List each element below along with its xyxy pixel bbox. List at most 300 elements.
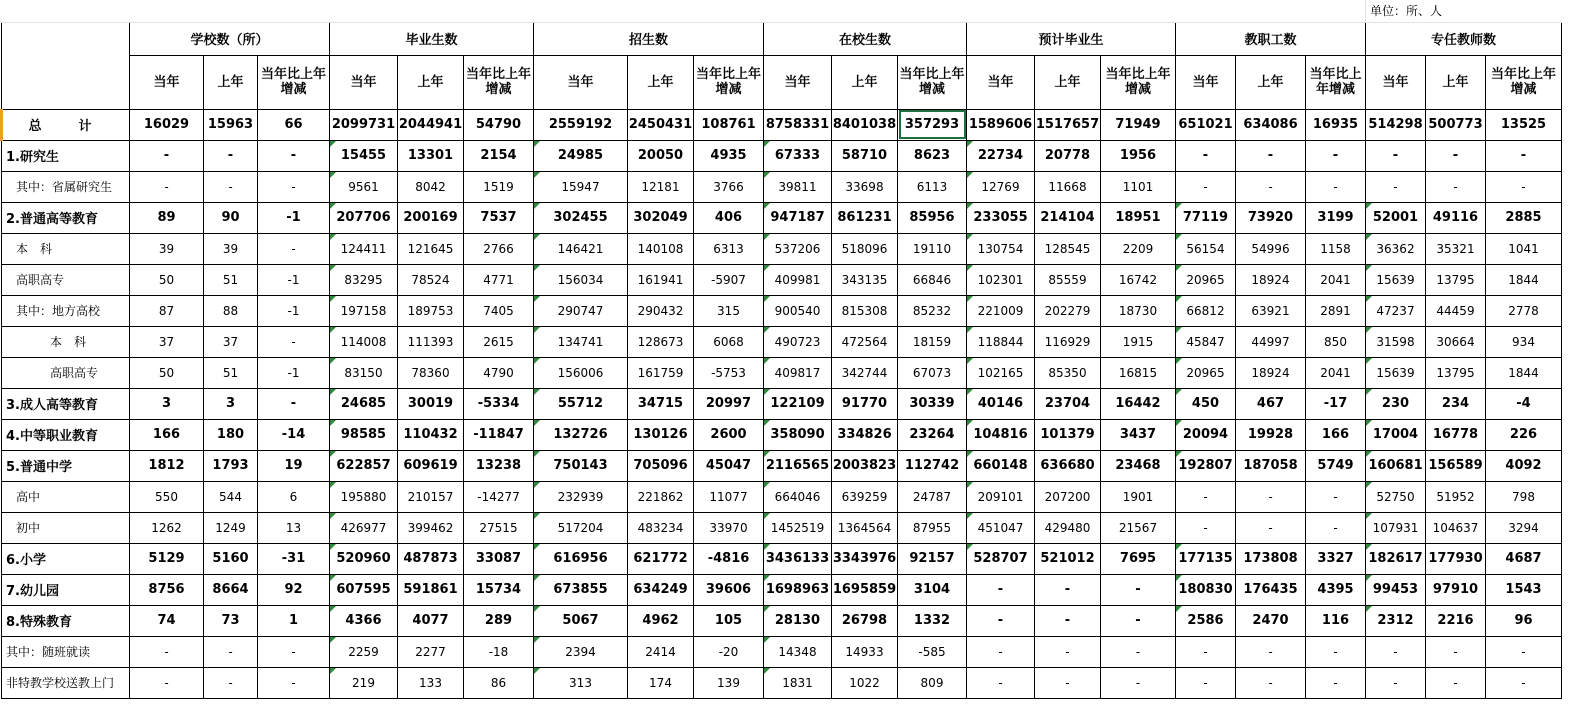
data-cell[interactable]: 2615 — [464, 326, 534, 357]
data-cell[interactable]: 30019 — [398, 388, 464, 419]
data-cell[interactable]: 2559192 — [534, 109, 628, 140]
data-cell[interactable]: - — [1236, 140, 1306, 171]
data-cell[interactable]: 3199 — [1306, 202, 1366, 233]
row-label[interactable]: 其中：随班就读 — [2, 636, 130, 667]
data-cell[interactable]: 233055 — [967, 202, 1035, 233]
data-cell[interactable]: 102165 — [967, 357, 1035, 388]
data-cell[interactable]: 31598 — [1366, 326, 1426, 357]
data-cell[interactable]: - — [1306, 481, 1366, 512]
data-cell[interactable]: 673855 — [534, 574, 628, 605]
data-cell[interactable]: 1022 — [832, 667, 898, 698]
row-label[interactable]: 高职高专 — [2, 264, 130, 295]
data-cell[interactable]: - — [258, 326, 330, 357]
data-cell[interactable]: - — [1176, 512, 1236, 543]
data-cell[interactable]: 7537 — [464, 202, 534, 233]
data-cell[interactable]: 26798 — [832, 605, 898, 636]
data-cell[interactable]: 11668 — [1035, 171, 1101, 202]
data-cell[interactable]: - — [204, 140, 258, 171]
data-cell[interactable]: 15734 — [464, 574, 534, 605]
data-cell[interactable]: 490723 — [764, 326, 832, 357]
data-cell[interactable]: 2277 — [398, 636, 464, 667]
data-cell[interactable]: 622857 — [330, 450, 398, 481]
data-cell[interactable]: 102301 — [967, 264, 1035, 295]
data-cell[interactable]: 180 — [204, 419, 258, 450]
data-cell[interactable]: 83150 — [330, 357, 398, 388]
data-cell[interactable]: 17004 — [1366, 419, 1426, 450]
data-cell[interactable]: - — [1486, 140, 1562, 171]
data-cell[interactable]: 86 — [464, 667, 534, 698]
data-cell[interactable]: 12769 — [967, 171, 1035, 202]
data-cell[interactable]: 13301 — [398, 140, 464, 171]
data-cell[interactable]: -4816 — [694, 543, 764, 574]
data-cell[interactable]: 1589606 — [967, 109, 1035, 140]
sub-header[interactable]: 上年 — [628, 55, 694, 109]
data-cell[interactable]: 450 — [1176, 388, 1236, 419]
data-cell[interactable]: 18159 — [898, 326, 967, 357]
data-cell[interactable]: 520960 — [330, 543, 398, 574]
data-cell[interactable]: 1831 — [764, 667, 832, 698]
data-cell[interactable]: 219 — [330, 667, 398, 698]
data-cell[interactable]: 2259 — [330, 636, 398, 667]
data-cell[interactable]: 122109 — [764, 388, 832, 419]
data-cell[interactable]: 483234 — [628, 512, 694, 543]
data-cell[interactable]: 22734 — [967, 140, 1035, 171]
data-cell[interactable]: - — [1486, 636, 1562, 667]
data-cell[interactable]: 52750 — [1366, 481, 1426, 512]
data-cell[interactable]: 139 — [694, 667, 764, 698]
data-cell[interactable]: 33970 — [694, 512, 764, 543]
data-cell[interactable]: 487873 — [398, 543, 464, 574]
data-cell[interactable]: 4687 — [1486, 543, 1562, 574]
data-cell[interactable]: 639259 — [832, 481, 898, 512]
sub-header[interactable]: 当年 — [1176, 55, 1236, 109]
data-cell[interactable]: 517204 — [534, 512, 628, 543]
data-cell[interactable]: 166 — [130, 419, 204, 450]
data-cell[interactable]: 39 — [204, 233, 258, 264]
data-cell[interactable]: 91770 — [832, 388, 898, 419]
data-cell[interactable]: 4935 — [694, 140, 764, 171]
data-cell[interactable]: 636680 — [1035, 450, 1101, 481]
data-cell[interactable]: 3 — [204, 388, 258, 419]
data-cell[interactable]: 19928 — [1236, 419, 1306, 450]
data-cell[interactable]: 20997 — [694, 388, 764, 419]
data-cell[interactable]: 4077 — [398, 605, 464, 636]
data-cell[interactable]: - — [258, 636, 330, 667]
data-cell[interactable]: 161759 — [628, 357, 694, 388]
data-cell[interactable]: 21567 — [1101, 512, 1176, 543]
data-cell[interactable]: 104637 — [1426, 512, 1486, 543]
data-cell[interactable]: 14348 — [764, 636, 832, 667]
data-cell[interactable]: - — [1035, 636, 1101, 667]
data-cell[interactable]: - — [1426, 140, 1486, 171]
data-cell[interactable]: 651021 — [1176, 109, 1236, 140]
data-cell[interactable]: 73920 — [1236, 202, 1306, 233]
data-cell[interactable]: - — [1306, 636, 1366, 667]
data-cell[interactable]: 406 — [694, 202, 764, 233]
data-cell[interactable]: 2209 — [1101, 233, 1176, 264]
data-cell[interactable]: 116 — [1306, 605, 1366, 636]
data-cell[interactable]: 2154 — [464, 140, 534, 171]
data-cell[interactable]: 289 — [464, 605, 534, 636]
data-cell[interactable]: 37 — [204, 326, 258, 357]
data-cell[interactable]: - — [1035, 667, 1101, 698]
data-cell[interactable]: 3436133 — [764, 543, 832, 574]
data-cell[interactable]: 18730 — [1101, 295, 1176, 326]
data-cell[interactable]: 1364564 — [832, 512, 898, 543]
data-cell[interactable]: 85956 — [898, 202, 967, 233]
data-cell[interactable]: 30664 — [1426, 326, 1486, 357]
data-cell[interactable]: 467 — [1236, 388, 1306, 419]
data-cell[interactable]: 174 — [628, 667, 694, 698]
data-cell[interactable]: 3327 — [1306, 543, 1366, 574]
corner-header-cell[interactable] — [2, 22, 130, 109]
row-label[interactable]: 5.普通中学 — [2, 450, 130, 481]
data-cell[interactable]: 6068 — [694, 326, 764, 357]
data-cell[interactable]: 5749 — [1306, 450, 1366, 481]
data-cell[interactable]: 161941 — [628, 264, 694, 295]
data-cell[interactable]: 111393 — [398, 326, 464, 357]
data-cell[interactable]: 108761 — [694, 109, 764, 140]
sub-header[interactable]: 当年 — [130, 55, 204, 109]
data-cell[interactable]: 58710 — [832, 140, 898, 171]
data-cell[interactable]: 1793 — [204, 450, 258, 481]
data-cell[interactable]: - — [967, 574, 1035, 605]
data-cell[interactable]: - — [1236, 171, 1306, 202]
data-cell[interactable]: 110432 — [398, 419, 464, 450]
data-cell[interactable]: 197158 — [330, 295, 398, 326]
data-cell[interactable]: 118844 — [967, 326, 1035, 357]
data-cell[interactable]: 27515 — [464, 512, 534, 543]
sub-header[interactable]: 上年 — [1236, 55, 1306, 109]
data-cell[interactable]: 40146 — [967, 388, 1035, 419]
data-cell[interactable]: 207200 — [1035, 481, 1101, 512]
data-cell[interactable]: 207706 — [330, 202, 398, 233]
data-cell[interactable]: 8623 — [898, 140, 967, 171]
data-cell[interactable]: 3343976 — [832, 543, 898, 574]
data-cell[interactable]: 13795 — [1426, 264, 1486, 295]
data-cell[interactable]: 37 — [130, 326, 204, 357]
data-cell[interactable]: 16815 — [1101, 357, 1176, 388]
data-cell[interactable]: 182617 — [1366, 543, 1426, 574]
data-cell[interactable]: 8664 — [204, 574, 258, 605]
data-cell[interactable]: 23264 — [898, 419, 967, 450]
data-cell[interactable]: 54790 — [464, 109, 534, 140]
data-cell[interactable]: 13795 — [1426, 357, 1486, 388]
data-cell[interactable]: 104816 — [967, 419, 1035, 450]
data-cell[interactable]: 156006 — [534, 357, 628, 388]
data-cell[interactable]: -31 — [258, 543, 330, 574]
data-cell[interactable]: 429480 — [1035, 512, 1101, 543]
data-cell[interactable]: 621772 — [628, 543, 694, 574]
data-cell[interactable]: 426977 — [330, 512, 398, 543]
data-cell[interactable]: 18924 — [1236, 357, 1306, 388]
data-cell[interactable]: -4 — [1486, 388, 1562, 419]
data-cell[interactable]: 180830 — [1176, 574, 1236, 605]
sub-header[interactable]: 当年 — [967, 55, 1035, 109]
data-cell[interactable]: - — [1486, 171, 1562, 202]
data-cell[interactable]: 130754 — [967, 233, 1035, 264]
data-cell[interactable]: 4771 — [464, 264, 534, 295]
data-cell[interactable]: - — [1366, 667, 1426, 698]
data-cell[interactable]: -14277 — [464, 481, 534, 512]
data-cell[interactable]: -1 — [258, 357, 330, 388]
data-cell[interactable]: 34715 — [628, 388, 694, 419]
data-cell[interactable]: 85559 — [1035, 264, 1101, 295]
data-cell[interactable]: 2044941 — [398, 109, 464, 140]
data-cell[interactable]: - — [1306, 140, 1366, 171]
data-cell[interactable]: - — [258, 233, 330, 264]
sub-header[interactable]: 当年 — [764, 55, 832, 109]
data-cell[interactable]: 861231 — [832, 202, 898, 233]
data-cell[interactable]: 88 — [204, 295, 258, 326]
data-cell[interactable]: 521012 — [1035, 543, 1101, 574]
data-cell[interactable]: 7405 — [464, 295, 534, 326]
data-cell[interactable]: 128545 — [1035, 233, 1101, 264]
sub-header[interactable]: 上年 — [204, 55, 258, 109]
data-cell[interactable]: 1695859 — [832, 574, 898, 605]
data-cell[interactable]: 19 — [258, 450, 330, 481]
data-cell[interactable]: 1 — [258, 605, 330, 636]
sub-header[interactable]: 当年比上年增减 — [464, 55, 534, 109]
data-cell[interactable]: 74 — [130, 605, 204, 636]
data-cell[interactable]: - — [1306, 667, 1366, 698]
data-cell[interactable]: 290747 — [534, 295, 628, 326]
data-cell[interactable]: 302455 — [534, 202, 628, 233]
data-cell[interactable]: -1 — [258, 264, 330, 295]
data-cell[interactable]: 1041 — [1486, 233, 1562, 264]
data-cell[interactable]: 140108 — [628, 233, 694, 264]
data-cell[interactable]: 1517657 — [1035, 109, 1101, 140]
row-label[interactable]: 4.中等职业教育 — [2, 419, 130, 450]
data-cell[interactable]: 195880 — [330, 481, 398, 512]
data-cell[interactable]: 342744 — [832, 357, 898, 388]
data-cell[interactable]: 518096 — [832, 233, 898, 264]
data-cell[interactable]: - — [1035, 574, 1101, 605]
data-cell[interactable]: 607595 — [330, 574, 398, 605]
data-cell[interactable]: 3294 — [1486, 512, 1562, 543]
data-cell[interactable]: -11847 — [464, 419, 534, 450]
data-cell[interactable]: 1812 — [130, 450, 204, 481]
data-cell[interactable]: -5753 — [694, 357, 764, 388]
data-cell[interactable]: 358090 — [764, 419, 832, 450]
data-cell[interactable]: 166 — [1306, 419, 1366, 450]
data-cell[interactable]: 15639 — [1366, 264, 1426, 295]
data-cell[interactable]: - — [258, 388, 330, 419]
data-cell[interactable]: 1543 — [1486, 574, 1562, 605]
data-cell[interactable]: - — [1306, 171, 1366, 202]
data-cell[interactable]: 18951 — [1101, 202, 1176, 233]
sub-header[interactable]: 当年比上年增减 — [898, 55, 967, 109]
data-cell[interactable]: 146421 — [534, 233, 628, 264]
data-cell[interactable]: - — [1176, 140, 1236, 171]
sub-header[interactable]: 当年比上年增减 — [1101, 55, 1176, 109]
data-cell[interactable]: 209101 — [967, 481, 1035, 512]
data-cell[interactable]: 634249 — [628, 574, 694, 605]
data-cell[interactable]: 39606 — [694, 574, 764, 605]
data-cell[interactable]: 71949 — [1101, 109, 1176, 140]
data-cell[interactable]: - — [967, 636, 1035, 667]
data-cell[interactable]: 8758331 — [764, 109, 832, 140]
group-header[interactable]: 在校生数 — [764, 22, 967, 55]
data-cell[interactable]: 176435 — [1236, 574, 1306, 605]
data-cell[interactable]: 92157 — [898, 543, 967, 574]
data-cell[interactable]: 44997 — [1236, 326, 1306, 357]
data-cell[interactable]: 112742 — [898, 450, 967, 481]
data-cell[interactable]: 2312 — [1366, 605, 1426, 636]
data-cell[interactable]: 1249 — [204, 512, 258, 543]
data-cell[interactable]: - — [1366, 140, 1426, 171]
data-cell[interactable]: - — [130, 140, 204, 171]
data-cell[interactable]: 202279 — [1035, 295, 1101, 326]
data-cell[interactable]: 51 — [204, 357, 258, 388]
data-cell[interactable]: - — [1101, 636, 1176, 667]
data-cell[interactable]: 156034 — [534, 264, 628, 295]
data-cell[interactable]: 77119 — [1176, 202, 1236, 233]
data-cell[interactable]: 20965 — [1176, 264, 1236, 295]
data-cell[interactable]: 187058 — [1236, 450, 1306, 481]
data-cell[interactable]: -17 — [1306, 388, 1366, 419]
sub-header[interactable]: 当年比上年增减 — [694, 55, 764, 109]
data-cell[interactable]: 16029 — [130, 109, 204, 140]
data-cell[interactable]: 2470 — [1236, 605, 1306, 636]
data-cell[interactable]: 11077 — [694, 481, 764, 512]
data-cell[interactable]: 5160 — [204, 543, 258, 574]
data-cell[interactable]: 472564 — [832, 326, 898, 357]
data-cell[interactable]: 132726 — [534, 419, 628, 450]
data-cell[interactable]: 2586 — [1176, 605, 1236, 636]
data-cell[interactable]: 20094 — [1176, 419, 1236, 450]
sub-header[interactable]: 当年 — [534, 55, 628, 109]
data-cell[interactable]: 409981 — [764, 264, 832, 295]
data-cell[interactable]: 56154 — [1176, 233, 1236, 264]
data-cell[interactable]: 3437 — [1101, 419, 1176, 450]
row-label[interactable]: 其中：省属研究生 — [2, 171, 130, 202]
data-cell[interactable]: -1 — [258, 202, 330, 233]
data-cell[interactable]: 2766 — [464, 233, 534, 264]
data-cell[interactable]: - — [1176, 636, 1236, 667]
data-cell[interactable]: 221009 — [967, 295, 1035, 326]
data-cell[interactable]: 2041 — [1306, 264, 1366, 295]
data-cell[interactable]: - — [1176, 481, 1236, 512]
data-cell[interactable]: - — [130, 171, 204, 202]
data-cell[interactable]: 798 — [1486, 481, 1562, 512]
data-cell[interactable]: 2600 — [694, 419, 764, 450]
empty-cell[interactable] — [2, 0, 1366, 22]
data-cell[interactable]: 134741 — [534, 326, 628, 357]
data-cell[interactable]: 2891 — [1306, 295, 1366, 326]
data-cell[interactable]: 13 — [258, 512, 330, 543]
data-cell[interactable]: 28130 — [764, 605, 832, 636]
row-label[interactable]: 初中 — [2, 512, 130, 543]
group-header[interactable]: 专任教师数 — [1366, 22, 1562, 55]
row-label[interactable]: 总 计 — [2, 109, 130, 140]
data-cell[interactable]: 8401038 — [832, 109, 898, 140]
data-cell[interactable]: 121645 — [398, 233, 464, 264]
data-cell[interactable]: 290432 — [628, 295, 694, 326]
sub-header[interactable]: 当年 — [1366, 55, 1426, 109]
data-cell[interactable]: 2003823 — [832, 450, 898, 481]
data-cell[interactable]: 609619 — [398, 450, 464, 481]
data-cell[interactable]: - — [1236, 512, 1306, 543]
group-header[interactable]: 毕业生数 — [330, 22, 534, 55]
data-cell[interactable]: 2885 — [1486, 202, 1562, 233]
data-cell[interactable]: 8042 — [398, 171, 464, 202]
data-cell[interactable]: 54996 — [1236, 233, 1306, 264]
data-cell[interactable]: 4790 — [464, 357, 534, 388]
data-cell[interactable]: 173808 — [1236, 543, 1306, 574]
data-cell[interactable]: 116929 — [1035, 326, 1101, 357]
data-cell[interactable]: 128673 — [628, 326, 694, 357]
data-cell[interactable]: 6313 — [694, 233, 764, 264]
sub-header[interactable]: 当年 — [330, 55, 398, 109]
data-cell[interactable]: - — [204, 171, 258, 202]
data-cell[interactable]: 114008 — [330, 326, 398, 357]
data-cell[interactable]: 78360 — [398, 357, 464, 388]
data-cell[interactable]: 1332 — [898, 605, 967, 636]
data-cell[interactable]: 900540 — [764, 295, 832, 326]
data-cell[interactable]: 850 — [1306, 326, 1366, 357]
data-cell[interactable]: 73 — [204, 605, 258, 636]
sub-header[interactable]: 上年 — [1035, 55, 1101, 109]
data-cell[interactable]: - — [1101, 574, 1176, 605]
data-cell[interactable]: 51 — [204, 264, 258, 295]
data-cell[interactable]: 87 — [130, 295, 204, 326]
data-cell[interactable]: 750143 — [534, 450, 628, 481]
data-cell[interactable]: 1698963 — [764, 574, 832, 605]
data-cell[interactable]: - — [1236, 481, 1306, 512]
data-cell[interactable]: 200169 — [398, 202, 464, 233]
sub-header[interactable]: 上年 — [398, 55, 464, 109]
data-cell[interactable]: 1844 — [1486, 264, 1562, 295]
data-cell[interactable]: 15639 — [1366, 357, 1426, 388]
data-cell[interactable]: 399462 — [398, 512, 464, 543]
data-cell[interactable]: 89 — [130, 202, 204, 233]
data-cell[interactable]: 528707 — [967, 543, 1035, 574]
data-cell[interactable]: 2116565 — [764, 450, 832, 481]
sub-header[interactable]: 当年比上年增减 — [1306, 55, 1366, 109]
data-cell[interactable]: 23704 — [1035, 388, 1101, 419]
data-cell[interactable]: 315 — [694, 295, 764, 326]
row-label[interactable]: 6.小学 — [2, 543, 130, 574]
data-cell[interactable]: - — [1176, 667, 1236, 698]
data-cell[interactable]: 2394 — [534, 636, 628, 667]
row-label[interactable]: 本 科 — [2, 326, 130, 357]
data-cell[interactable]: 5067 — [534, 605, 628, 636]
data-cell[interactable]: 514298 — [1366, 109, 1426, 140]
data-cell[interactable]: 47237 — [1366, 295, 1426, 326]
row-label[interactable]: 其中：地方高校 — [2, 295, 130, 326]
data-cell[interactable]: 230 — [1366, 388, 1426, 419]
data-cell[interactable]: 45847 — [1176, 326, 1236, 357]
data-cell[interactable]: 2216 — [1426, 605, 1486, 636]
data-cell[interactable]: 124411 — [330, 233, 398, 264]
data-cell[interactable]: 2778 — [1486, 295, 1562, 326]
data-cell[interactable]: 55712 — [534, 388, 628, 419]
data-cell[interactable]: 99453 — [1366, 574, 1426, 605]
data-cell[interactable]: -5907 — [694, 264, 764, 295]
data-cell[interactable]: 660148 — [967, 450, 1035, 481]
data-cell[interactable]: 20965 — [1176, 357, 1236, 388]
data-cell[interactable]: 189753 — [398, 295, 464, 326]
data-cell[interactable]: 591861 — [398, 574, 464, 605]
data-cell[interactable]: 192807 — [1176, 450, 1236, 481]
data-cell[interactable]: 36362 — [1366, 233, 1426, 264]
data-cell[interactable]: - — [1101, 667, 1176, 698]
data-cell[interactable]: 8756 — [130, 574, 204, 605]
data-cell[interactable]: 130126 — [628, 419, 694, 450]
group-header[interactable]: 教职工数 — [1176, 22, 1366, 55]
data-cell[interactable]: - — [967, 605, 1035, 636]
